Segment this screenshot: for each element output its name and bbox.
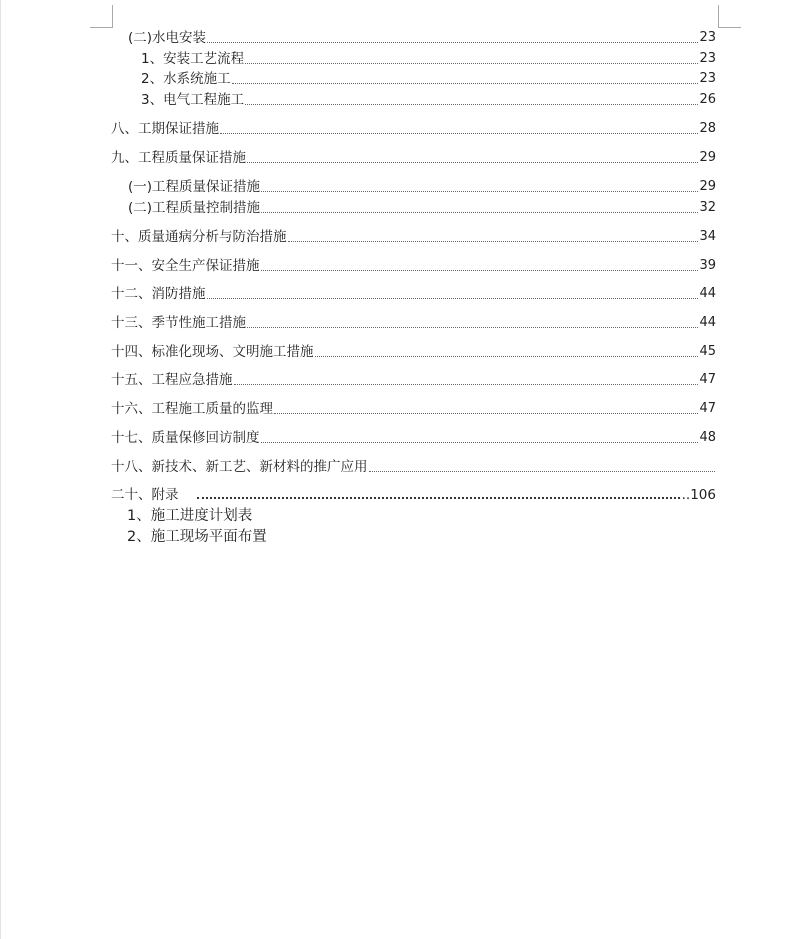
toc-page-number: 32 bbox=[699, 200, 716, 215]
toc-dot-leader bbox=[261, 191, 698, 192]
toc-page-number: 23 bbox=[699, 30, 716, 45]
toc-entry-title: 八、工期保证措施 bbox=[111, 121, 219, 137]
toc-dot-leader bbox=[207, 42, 698, 43]
toc-entry[interactable] bbox=[111, 343, 716, 361]
toc-entry[interactable] bbox=[111, 429, 716, 447]
toc-dot-leader bbox=[234, 384, 699, 385]
toc-entry[interactable] bbox=[111, 120, 716, 138]
toc-entry-title: 二十、附录 bbox=[111, 487, 179, 503]
toc-entry[interactable] bbox=[111, 371, 716, 389]
toc-dot-leader bbox=[274, 413, 698, 414]
toc-entry[interactable] bbox=[141, 91, 716, 109]
toc-page-number: 29 bbox=[699, 150, 716, 165]
toc-entry-title: (二)水电安装 bbox=[128, 30, 207, 46]
toc-entry-title: 3、电气工程施工 bbox=[141, 92, 245, 108]
toc-entry[interactable] bbox=[111, 149, 716, 167]
toc-entry-title: 十八、新技术、新工艺、新材料的推广应用 bbox=[111, 459, 368, 475]
toc-entry-title: 十四、标准化现场、文明施工措施 bbox=[111, 344, 314, 360]
toc-page-number: ..106 bbox=[681, 487, 716, 503]
toc-entry[interactable] bbox=[141, 70, 716, 88]
toc-entry-title: 十五、工程应急措施 bbox=[111, 372, 233, 388]
toc-page-number: 45 bbox=[699, 344, 716, 359]
toc-page-number: 39 bbox=[699, 258, 716, 273]
toc-dot-leader bbox=[261, 212, 698, 213]
toc-entry-title: 十七、质量保修回访制度 bbox=[111, 430, 260, 446]
toc-page-number: 29 bbox=[699, 179, 716, 194]
toc-entry[interactable] bbox=[128, 29, 716, 47]
toc-page-number: 34 bbox=[699, 229, 716, 244]
toc-page-number: 23 bbox=[699, 71, 716, 86]
toc-page-number: 47 bbox=[699, 372, 716, 387]
appendix-item: 2、施工现场平面布置 bbox=[127, 529, 267, 545]
toc-dot-leader bbox=[220, 133, 698, 134]
toc-dot-leader bbox=[232, 83, 699, 84]
toc-dot-leader bbox=[369, 471, 716, 472]
toc-entry-title: 十二、消防措施 bbox=[111, 286, 206, 302]
toc-entry-title: (二)工程质量控制措施 bbox=[128, 200, 261, 216]
toc-entry-appendix[interactable] bbox=[111, 486, 716, 504]
toc-entry-title: 十一、安全生产保证措施 bbox=[111, 258, 260, 274]
page-margin-corner-top-right bbox=[718, 5, 741, 28]
toc-dot-leader bbox=[261, 270, 699, 271]
toc-page-number: 47 bbox=[699, 401, 716, 416]
toc-entry[interactable] bbox=[111, 285, 716, 303]
toc-entry[interactable] bbox=[111, 400, 716, 418]
toc-page-number: 44 bbox=[699, 286, 716, 301]
toc-entry-title: 十、质量通病分析与防治措施 bbox=[111, 229, 287, 245]
toc-entry-title: 十三、季节性施工措施 bbox=[111, 315, 246, 331]
toc-page-number: 48 bbox=[699, 430, 716, 445]
toc-page-number: 28 bbox=[699, 121, 716, 136]
toc-entry[interactable] bbox=[128, 199, 716, 217]
toc-dot-leader bbox=[245, 104, 698, 105]
toc-entry[interactable] bbox=[141, 50, 716, 68]
toc-dot-leader bbox=[288, 241, 699, 242]
page-margin-corner-top-left bbox=[90, 5, 113, 28]
toc-dot-leader bbox=[315, 356, 699, 357]
toc-dot-leader bbox=[247, 327, 698, 328]
toc-entry[interactable] bbox=[111, 314, 716, 332]
toc-dot-leader bbox=[197, 497, 680, 499]
toc-page-number: 23 bbox=[699, 51, 716, 66]
toc-entry-title: 十六、工程施工质量的监理 bbox=[111, 401, 273, 417]
toc-entry-title: 2、水系统施工 bbox=[141, 71, 231, 87]
toc-entry-title: (一)工程质量保证措施 bbox=[128, 179, 261, 195]
toc-entry[interactable] bbox=[111, 458, 716, 476]
toc-entry[interactable] bbox=[128, 178, 716, 196]
toc-entry[interactable] bbox=[111, 257, 716, 275]
toc-entry-title: 九、工程质量保证措施 bbox=[111, 150, 246, 166]
toc-dot-leader bbox=[261, 442, 699, 443]
toc-dot-leader bbox=[207, 298, 699, 299]
appendix-item: 1、施工进度计划表 bbox=[127, 508, 253, 524]
toc-entry[interactable] bbox=[111, 228, 716, 246]
toc-page-number: 44 bbox=[699, 315, 716, 330]
toc-dot-leader bbox=[247, 162, 698, 163]
toc-page-number: 26 bbox=[699, 92, 716, 107]
toc-dot-leader bbox=[245, 63, 698, 64]
toc-entry-title: 1、安装工艺流程 bbox=[141, 51, 245, 67]
